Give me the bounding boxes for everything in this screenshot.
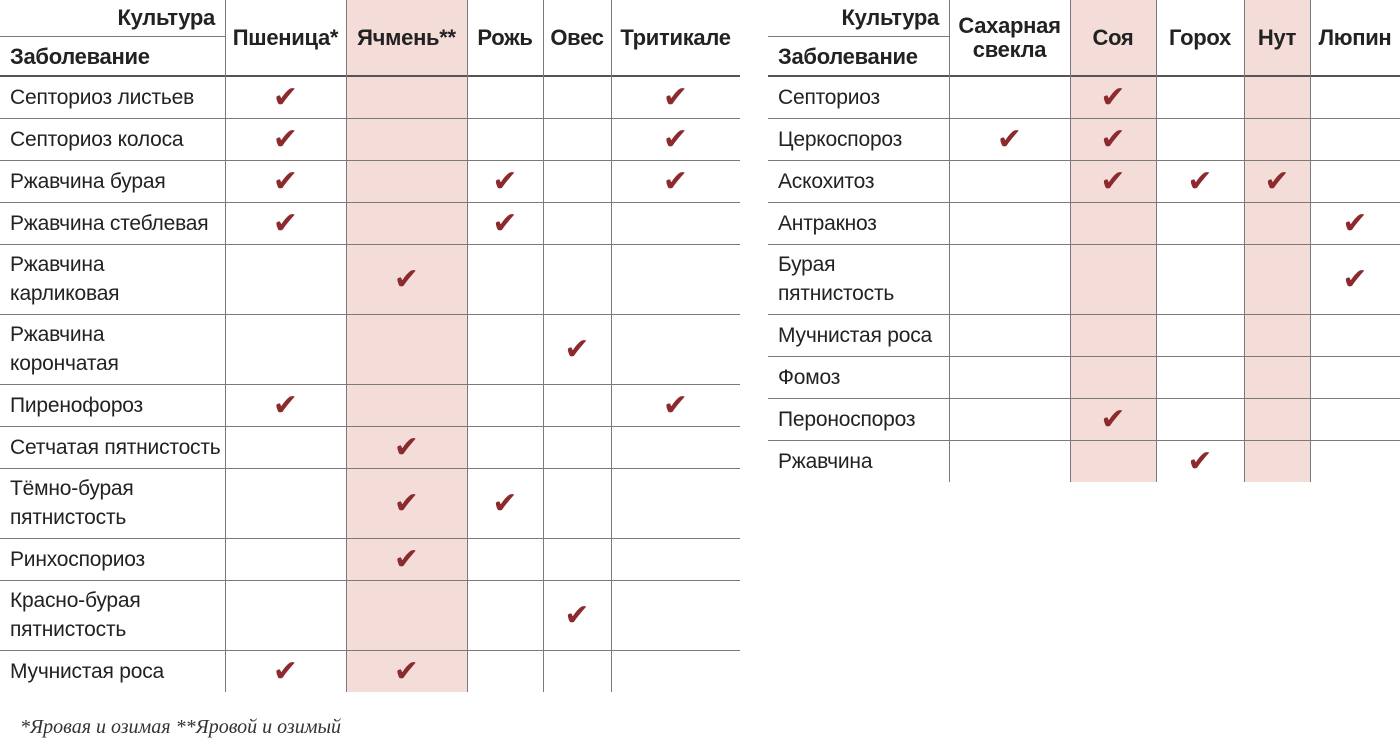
left-row-label: Ржавчина корончатая [10,323,119,375]
left-header-crop: Культура [117,5,215,30]
left-row-label: Тёмно-бурая пятнистость [10,477,134,529]
right-row-label: Ржавчина [778,449,873,473]
right-column-header-4: Нут [1257,25,1297,50]
left-column-header-5: Тритикале [620,25,731,50]
left-row-label: Красно-бурая пятнистость [10,589,141,641]
left-check-icon: ✔ [564,598,590,632]
right-column-header-5: Люпин [1318,25,1392,50]
right-header-crop: Культура [841,5,939,30]
right-row-label: Септориоз [778,85,880,109]
right-column-header-2: Соя [1092,25,1134,50]
right-row-label: Пероноспороз [778,407,916,431]
left-check-icon: ✔ [393,262,420,296]
left-column-header-2: Ячмень** [357,25,456,50]
left-check-icon: ✔ [662,122,689,156]
left-check-icon: ✔ [662,164,689,198]
left-row-label: Септориоз колоса [10,127,184,151]
right-check-icon: ✔ [996,122,1023,156]
left-row-label: Ржавчина стеблевая [10,211,209,235]
left-column-header-1: Пшеница* [232,25,339,50]
right-row-label: Фомоз [778,365,841,389]
right-header-disease: Заболевание [778,44,918,69]
left-check-icon: ✔ [272,388,299,422]
left-row-label: Пиренофороз [10,393,143,417]
left-check-icon: ✔ [272,80,299,114]
footnote: *Яровая и озимая **Яровой и озимый [20,716,341,738]
right-row-label: Антракноз [778,211,877,235]
left-check-icon: ✔ [272,164,299,198]
right-check-icon: ✔ [1100,80,1126,114]
right-check-icon: ✔ [1264,164,1290,198]
left-check-icon: ✔ [272,654,299,688]
left-check-icon: ✔ [393,654,420,688]
left-check-icon: ✔ [492,164,518,198]
left-header-divider [0,36,225,37]
right-check-icon: ✔ [1342,206,1368,240]
left-check-icon: ✔ [393,542,420,576]
left-row-label: Ржавчина бурая [10,169,166,193]
left-check-icon: ✔ [393,430,420,464]
right-check-icon: ✔ [1342,262,1368,296]
right-row-label: Мучнистая роса [778,323,933,347]
left-row-label: Мучнистая роса [10,659,165,683]
left-check-icon: ✔ [492,486,518,520]
left-disease-table [0,0,740,692]
left-column-header-3: Рожь [477,25,533,50]
left-row-label: Септориоз листьев [10,85,195,109]
right-header-divider [768,36,949,37]
right-check-icon: ✔ [1100,402,1126,436]
right-column-header-3: Горох [1169,25,1231,50]
left-column-divider [467,0,468,692]
left-check-icon: ✔ [662,388,689,422]
left-column-header-4: Овес [550,25,604,50]
right-check-icon: ✔ [1100,164,1126,198]
right-check-icon: ✔ [1187,444,1213,478]
left-header-disease: Заболевание [10,44,150,69]
left-row-label: Сетчатая пятнистость [10,435,221,459]
right-row-label: Церкоспороз [778,127,903,151]
right-check-icon: ✔ [1100,122,1126,156]
left-check-icon: ✔ [393,486,420,520]
left-check-icon: ✔ [272,122,299,156]
right-column-header-1: Сахарная свекла [958,13,1061,62]
right-row-label: Аскохитоз [778,169,875,193]
left-highlight-column-2 [346,0,467,692]
left-check-icon: ✔ [272,206,299,240]
right-row-label: Бурая пятнистость [778,253,895,305]
left-check-icon: ✔ [662,80,689,114]
left-check-icon: ✔ [492,206,518,240]
left-row-label: Ржавчина карликовая [10,253,120,305]
right-check-icon: ✔ [1187,164,1213,198]
left-row-label: Ринхоспориоз [10,547,145,571]
left-check-icon: ✔ [564,332,590,366]
right-disease-table [768,0,1400,482]
left-column-divider [346,0,347,692]
